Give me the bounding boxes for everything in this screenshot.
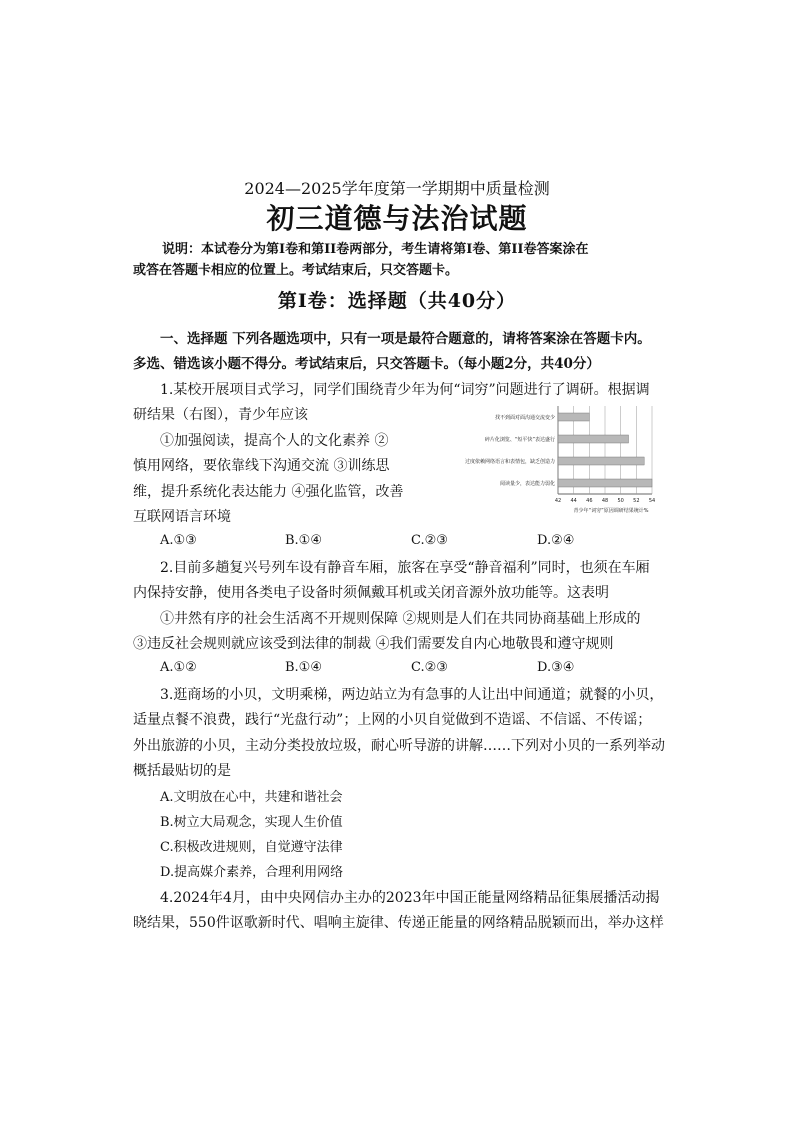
survey-bar-chart bbox=[416, 402, 660, 520]
chart-tick-label: 54 bbox=[648, 498, 656, 504]
chart-svg bbox=[416, 402, 660, 520]
chart-bar bbox=[558, 479, 652, 487]
exam-note-line1: 说明：本试卷分为第Ⅰ卷和第ⅠⅠ卷两部分，考生请将第Ⅰ卷、第ⅠⅠ卷答案涂在 bbox=[162, 242, 589, 257]
question-3-option-d[interactable]: D.提高媒介素养，合理利用网络 bbox=[160, 865, 344, 880]
question-3-option-b[interactable]: B.树立大局观念，实现人生价值 bbox=[160, 815, 343, 830]
chart-title: 青少年“词穷”原因调研结果统计% bbox=[573, 508, 649, 514]
chart-category-label: 碎片化浏览、“短平快”表达盛行 bbox=[484, 437, 555, 443]
chart-bar bbox=[558, 457, 644, 465]
section-instruction-line1: 一、选择题 下列各题选项中，只有一项是最符合题意的，请将答案涂在答题卡内。 bbox=[160, 331, 651, 347]
question-4-line1: 4.2024年4月，由中央网信办主办的2023年中国正能量网络精品征集展播活动揭 bbox=[160, 890, 660, 906]
question-3-option-c[interactable]: C.积极改进规则，自觉遵守法律 bbox=[160, 840, 343, 855]
chart-tick-label: 46 bbox=[586, 498, 593, 504]
question-2-line3: ①井然有序的社会生活离不开规则保障 ②规则是人们在共同协商基础上形成的 bbox=[160, 611, 641, 627]
question-2-option-a[interactable]: A.①② bbox=[160, 660, 197, 675]
question-1-option-d[interactable]: D.②④ bbox=[537, 533, 575, 548]
chart-tick-label: 50 bbox=[617, 498, 624, 504]
exam-subtitle: 2024—2025学年度第一学期期中质量检测 bbox=[244, 179, 550, 198]
section-heading: 第Ⅰ卷：选择题（共40分） bbox=[277, 290, 517, 312]
question-1-option-c[interactable]: C.②③ bbox=[411, 533, 448, 548]
question-3-line1: 3.逛商场的小贝，文明乘梯，两边站立为有急事的人让出中间通道；就餐的小贝， bbox=[160, 687, 664, 703]
question-2-line4: ③违反社会规则就应该受到法律的制裁 ④我们需要发自内心地敬畏和遵守规则 bbox=[133, 636, 614, 652]
question-1-line3: ①加强阅读，提高个人的文化素养 ② bbox=[160, 433, 389, 449]
question-1-line4: 慎用网络，要依靠线下沟通交流 ③训练思 bbox=[133, 458, 390, 474]
question-2-line2: 内保持安静，使用各类电子设备时须佩戴耳机或关闭音源外放功能等。这表明 bbox=[133, 585, 609, 601]
question-3-line2: 适量点餐不浪费，践行“光盘行动”；上网的小贝自觉做到不造谣、不信谣、不传谣； bbox=[133, 712, 652, 728]
chart-category-label: 过度依赖网络语言和表情包，缺乏创造力 bbox=[464, 459, 555, 465]
question-2-line1: 2.目前多趟复兴号列车设有静音车厢，旅客在享受“静音福利”同时，也须在车厢 bbox=[160, 560, 650, 576]
question-1-line6: 互联网语言环境 bbox=[133, 509, 231, 525]
chart-tick-label: 52 bbox=[633, 498, 640, 504]
chart-category-label: 找不到面对面沟通交流变少 bbox=[494, 415, 555, 421]
question-1-option-b[interactable]: B.①④ bbox=[285, 533, 322, 548]
exam-title: 初三道德与法治试题 bbox=[266, 202, 528, 235]
question-1-option-a[interactable]: A.①③ bbox=[160, 533, 197, 548]
question-2-option-b[interactable]: B.①④ bbox=[285, 660, 322, 675]
question-3-option-a[interactable]: A.文明放在心中，共建和谐社会 bbox=[160, 790, 343, 805]
exam-note-line2: 或答在答题卡相应的位置上。考试结束后，只交答题卡。 bbox=[133, 263, 459, 278]
question-1-line5: 维，提升系统化表达能力 ④强化监管，改善 bbox=[133, 484, 404, 500]
question-2-option-d[interactable]: D.③④ bbox=[537, 660, 575, 675]
chart-bar bbox=[558, 435, 629, 443]
chart-category-label: 阅读量少，表达能力弱化 bbox=[499, 481, 555, 487]
question-1-line2: 研结果（右图），青少年应该 bbox=[133, 407, 308, 423]
chart-bar bbox=[558, 413, 589, 421]
chart-tick-label: 44 bbox=[570, 498, 577, 504]
chart-tick-label: 42 bbox=[554, 498, 562, 504]
question-3-line4: 概括最贴切的是 bbox=[133, 763, 231, 779]
chart-tick-label: 48 bbox=[601, 498, 609, 504]
section-instruction-line2: 多选、错选该小题不得分。考试结束后，只交答题卡。（每小题2分，共40分） bbox=[133, 356, 600, 372]
question-2-option-c[interactable]: C.②③ bbox=[411, 660, 448, 675]
question-1-line1: 1.某校开展项目式学习，同学们围绕青少年为何“词穷”问题进行了调研。根据调 bbox=[160, 382, 650, 398]
question-3-line3: 外出旅游的小贝，主动分类投放垃圾，耐心听导游的讲解……下列对小贝的一系列举动 bbox=[133, 738, 665, 754]
question-4-line2: 晓结果，550件讴歌新时代、唱响主旋律、传递正能量的网络精品脱颖而出，举办这样 bbox=[133, 915, 664, 931]
